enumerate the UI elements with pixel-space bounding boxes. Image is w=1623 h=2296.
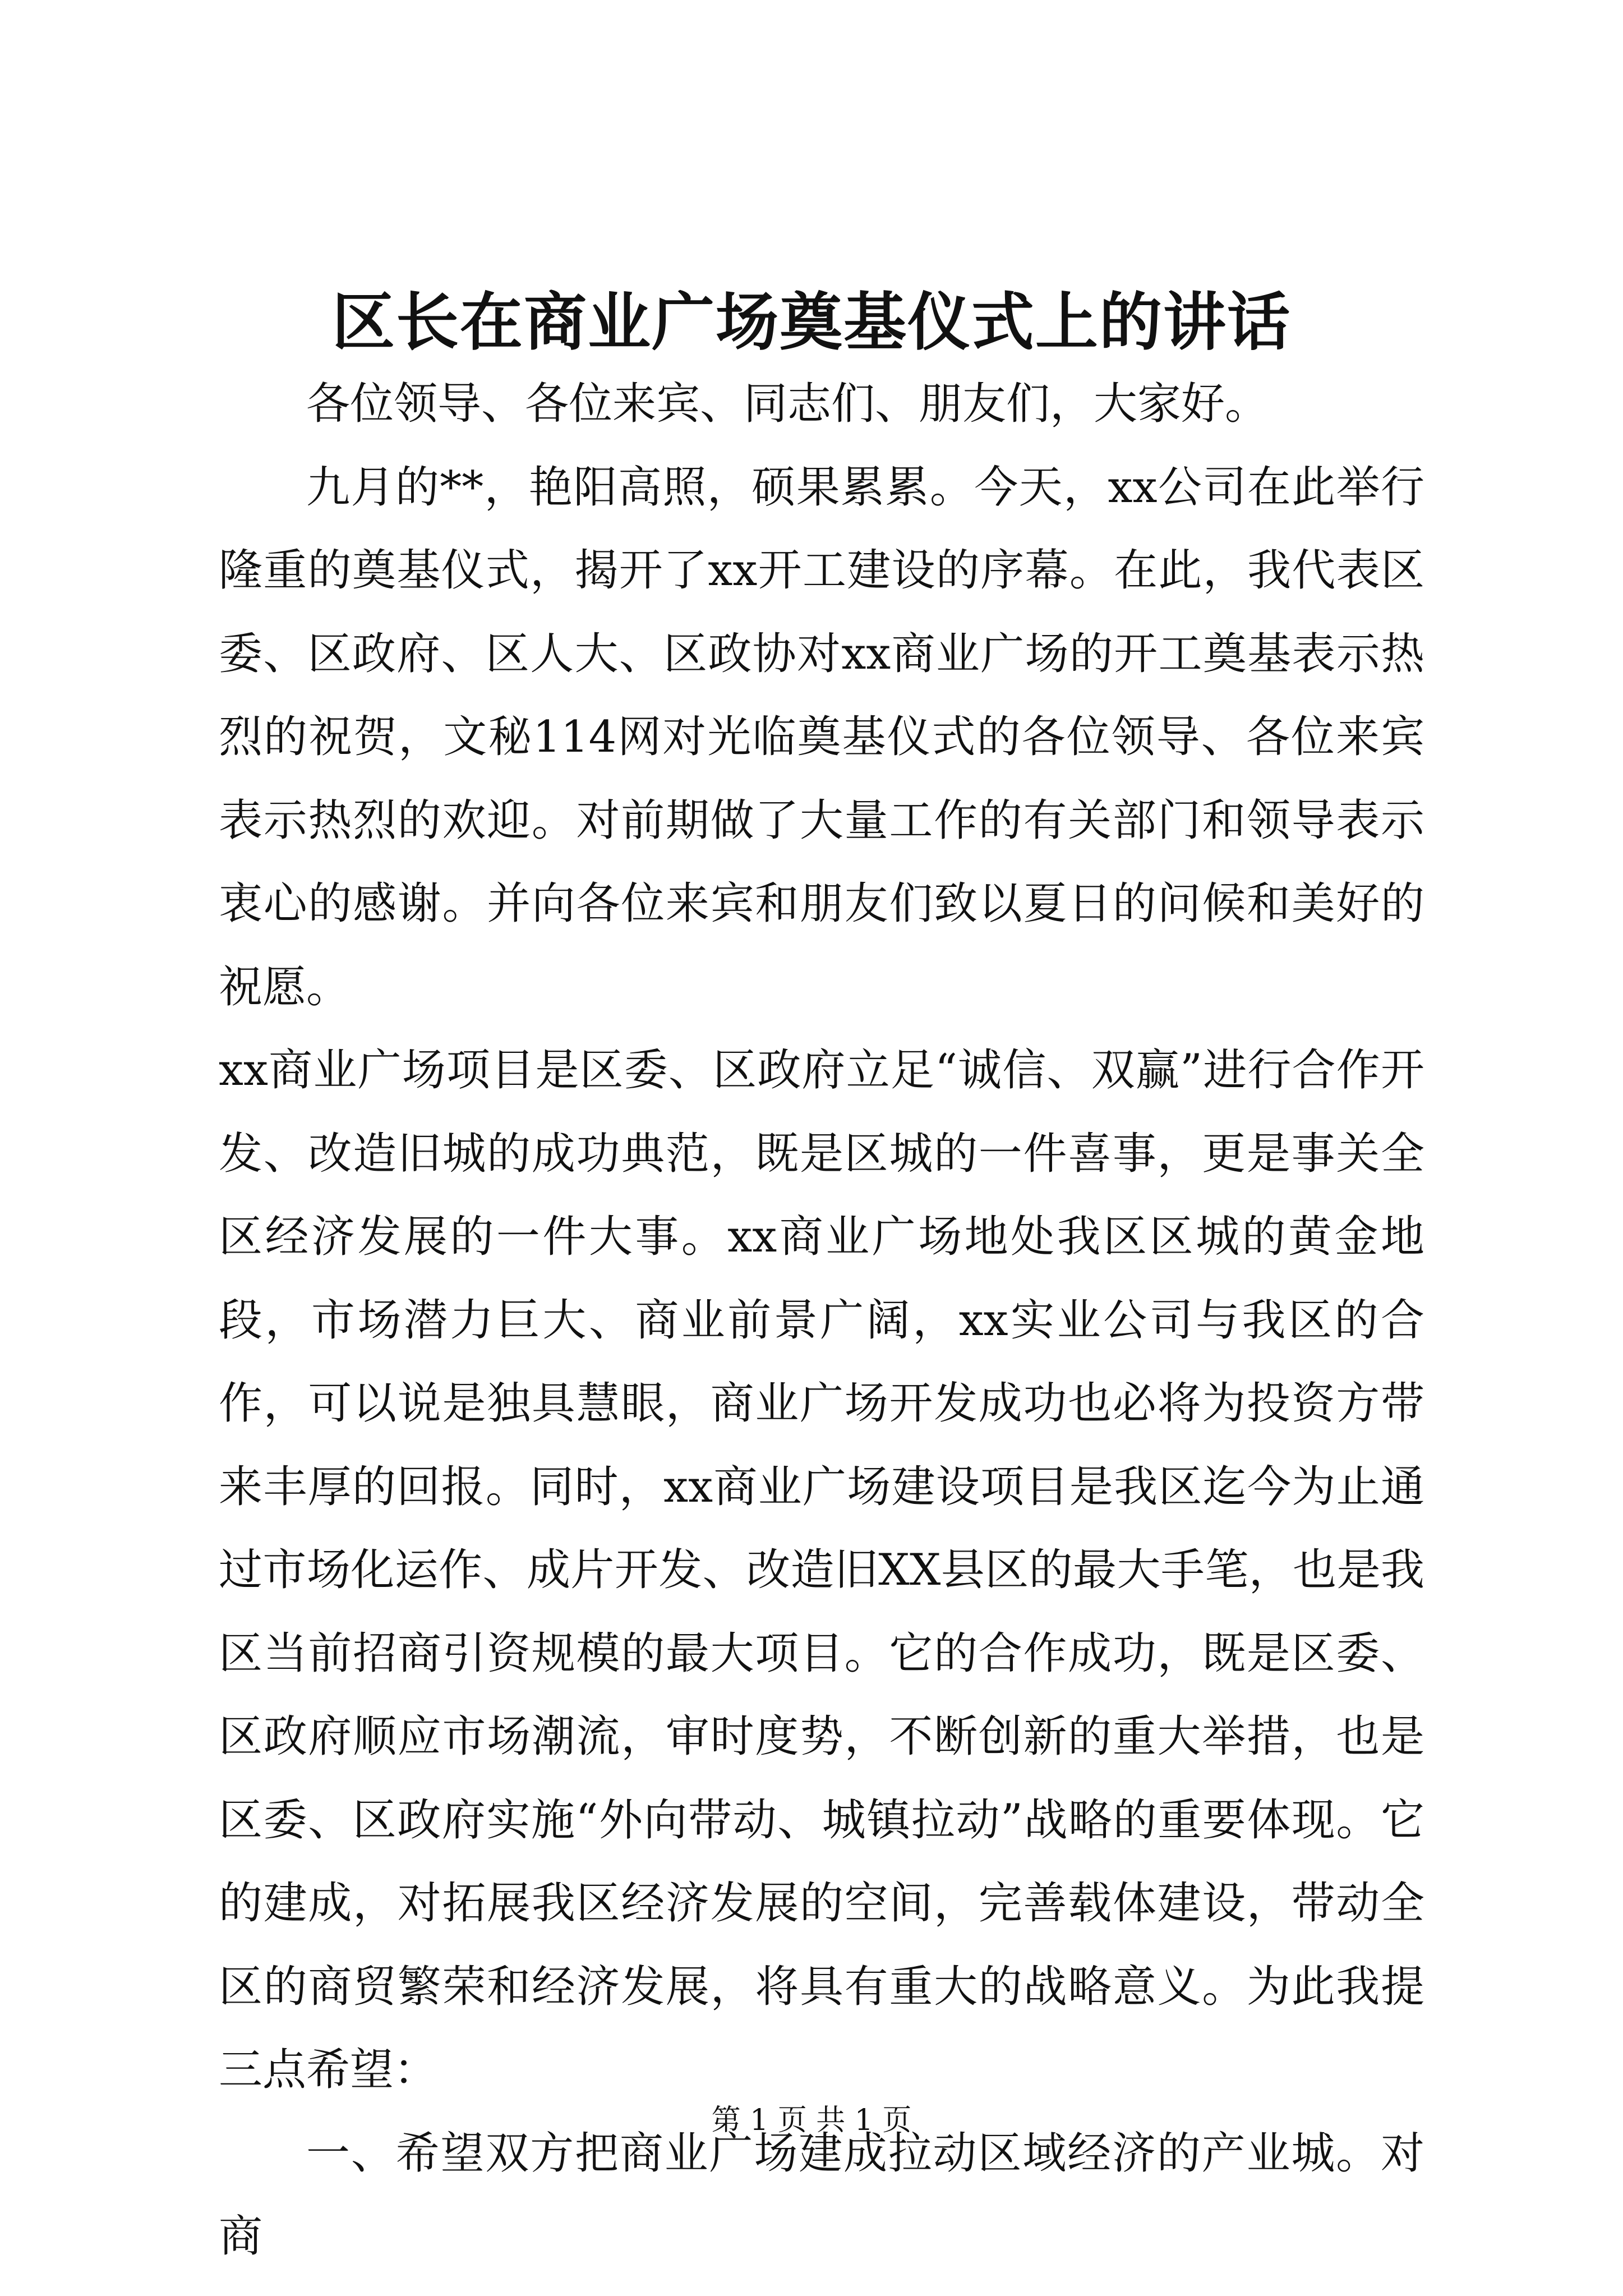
hope-one-paragraph: 一、希望双方把商业广场建成拉动区域经济的产业城。对商	[219, 2128, 1424, 2262]
document-title: 区长在商业广场奠基仪式上的讲话	[332, 286, 1291, 359]
opening-paragraph: 九月的**，艳阳高照，硕果累累。今天，xx公司在此举行隆重的奠基仪式，揭开了xx开工建设的序幕。在此，我代表区委、区政府、区人大、区政协对xx商业广场的开工奠基表示热烈的祝贺，文秘114网对光临奠基仪式的各位领导、各位来宾表示热烈的欢迎。对前期做了大量工作的有关部门和领导表示衷心的感谢。并向各位来宾和朋友们致以夏日的问候和美好的祝愿。	[219, 462, 1424, 1013]
page-number-footer: 第 1 页 共 1 页	[711, 2104, 912, 2137]
greeting-paragraph: 各位领导、各位来宾、同志们、朋友们，大家好。	[306, 379, 1269, 429]
document-body	[219, 362, 1424, 2279]
project-paragraph: xx商业广场项目是区委、区政府立足“诚信、双赢”进行合作开发、改造旧城的成功典范，既是区城的一件喜事，更是事关全区经济发展的一件大事。xx商业广场地处我区区城的黄金地段，市场潜力巨大、商业前景广阔，xx实业公司与我区的合作，可以说是独具慧眼，商业广场开发成功也必将为投资方带来丰厚的回报。同时，xx商业广场建设项目是我区迄今为止通过市场化运作、成片开发、改造旧XX县区的最大手笔，也是我区当前招商引资规模的最大项目。它的合作成功，既是区委、区政府顺应市场潮流，审时度势，不断创新的重大举措，也是区委、区政府实施“外向带动、城镇拉动”战略的重要体现。它的建成，对拓展我区经济发展的空间，完善载体建设，带动全区的商贸繁荣和经济发展，将具有重大的战略意义。为此我提三点希望：	[219, 1045, 1424, 2095]
